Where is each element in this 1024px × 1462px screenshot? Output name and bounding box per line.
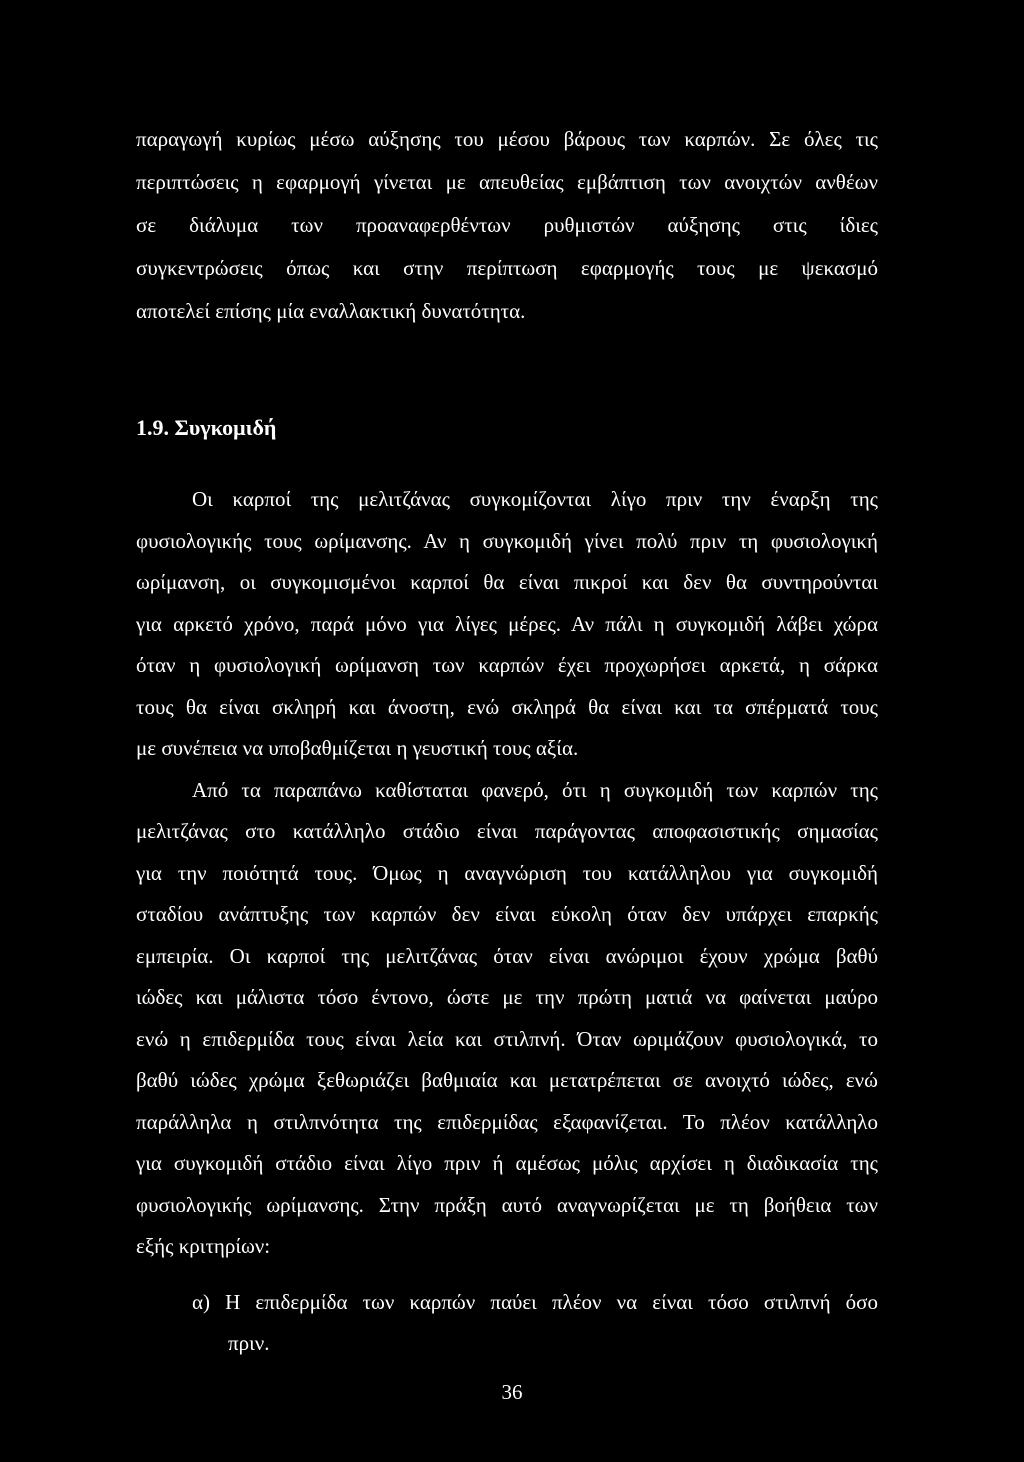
paragraph-line: για την ποιότητά τους. Όμως η αναγνώριση του κατάλληλου για συγκομιδή bbox=[136, 860, 878, 885]
paragraph-line: για αρκετό χρόνο, παρά μόνο για λίγες μέρες. Αν πάλι η συγκομιδή λάβει χώρα bbox=[136, 611, 878, 636]
section-heading: 1.9. Συγκομιδή bbox=[136, 415, 277, 440]
paragraph-line: ενώ η επιδερμίδα τους είναι λεία και στιλπνή. Όταν ωριμάζουν φυσιολογικά, το bbox=[136, 1026, 878, 1051]
paragraph-line: συγκεντρώσεις όπως και στην περίπτωση εφαρμογής τους με ψεκασμό bbox=[136, 256, 878, 280]
paragraph-line: ωρίμανση, οι συγκομισμένοι καρποί θα είναι πικροί και δεν θα συντηρούνται bbox=[136, 570, 878, 594]
list-item-continuation: πριν. bbox=[228, 1331, 270, 1355]
paragraph-line: αποτελεί επίσης μία εναλλακτική δυνατότητα. bbox=[136, 299, 526, 323]
paragraph-line: τους θα είναι σκληρή και άνοστη, ενώ σκληρά θα είναι και τα σπέρματά τους bbox=[136, 694, 878, 719]
paragraph-intro bbox=[136, 118, 878, 333]
paragraph-line: μελιτζάνας στο κατάλληλο στάδιο είναι παράγοντας αποφασιστικής σημασίας bbox=[136, 819, 878, 843]
paragraph-line: βαθύ ιώδες χρώμα ξεθωριάζει βαθμιαία και μετατρέπεται σε ανοιχτό ιώδες, ενώ bbox=[136, 1068, 878, 1092]
paragraph-line: παραγωγή κυρίως μέσω αύξησης του μέσου βάρους των καρπών. Σε όλες τις bbox=[136, 127, 878, 151]
paragraph-line: για συγκομιδή στάδιο είναι λίγο πριν ή αμέσως μόλις αρχίσει η διαδικασία της bbox=[136, 1151, 878, 1175]
paragraph-harvest-criteria bbox=[136, 770, 878, 1268]
paragraph-line: παράλληλα η στιλπνότητα της επιδερμίδας εξαφανίζεται. Το πλέον κατάλληλο bbox=[136, 1109, 878, 1134]
paragraph-line: εξής κριτηρίων: bbox=[136, 1234, 271, 1258]
paragraph-line: όταν η φυσιολογική ωρίμανση των καρπών έχει προχωρήσει αρκετά, η σάρκα bbox=[136, 653, 878, 677]
paragraph-line: σταδίου ανάπτυξης των καρπών δεν είναι εύκολη όταν δεν υπάρχει επαρκής bbox=[136, 902, 878, 926]
paragraph-line: περιπτώσεις η εφαρμογή γίνεται με απευθείας εμβάπτιση των ανοιχτών ανθέων bbox=[136, 170, 878, 194]
document-page bbox=[136, 118, 878, 1365]
paragraph-harvest-timing bbox=[136, 479, 878, 770]
paragraph-line: σε διάλυμα των προαναφερθέντων ρυθμιστών αύξησης στις ίδιες bbox=[136, 213, 878, 237]
criteria-list bbox=[136, 1282, 878, 1365]
paragraph-line: ιώδες και μάλιστα τόσο έντονο, ώστε με την πρώτη ματιά να φαίνεται μαύρο bbox=[136, 985, 878, 1009]
paragraph-line: Από τα παραπάνω καθίσταται φανερό, ότι η συγκομιδή των καρπών της bbox=[192, 777, 878, 802]
paragraph-line: φυσιολογικής τους ωρίμανσης. Αν η συγκομιδή γίνει πολύ πριν τη φυσιολογική bbox=[136, 528, 878, 553]
page-number: 36 bbox=[501, 1380, 523, 1404]
paragraph-line: με συνέπεια να υποβαθμίζεται η γευστική τους αξία. bbox=[136, 736, 579, 760]
list-item: α) Η επιδερμίδα των καρπών παύει πλέον να είναι τόσο στιλπνή όσο bbox=[192, 1289, 878, 1314]
paragraph-line: φυσιολογικής ωρίμανσης. Στην πράξη αυτό αναγνωρίζεται με τη βοήθεια των bbox=[136, 1192, 878, 1217]
paragraph-line: Οι καρποί της μελιτζάνας συγκομίζονται λίγο πριν την έναρξη της bbox=[192, 487, 878, 511]
paragraph-line: εμπειρία. Οι καρποί της μελιτζάνας όταν είναι ανώριμοι έχουν χρώμα βαθύ bbox=[136, 943, 878, 968]
